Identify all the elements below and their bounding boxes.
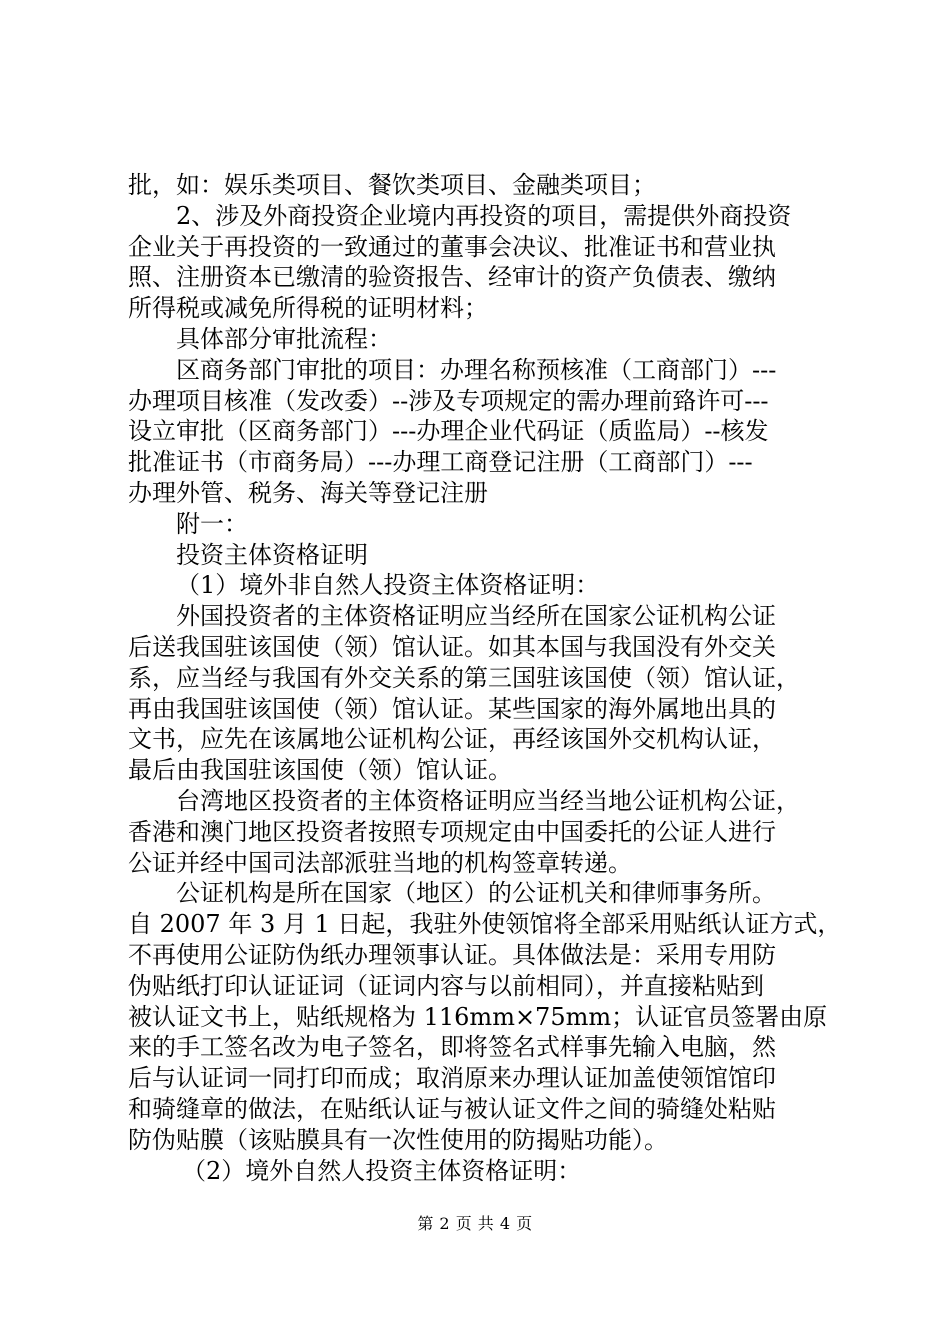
text-line: 区商务部门审批的项目：办理名称预核准（工商部门）---: [176, 355, 777, 384]
subsection-heading: （1）境外非自然人投资主体资格证明：: [176, 571, 600, 600]
text-line: 伪贴纸打印认证证词（证词内容与以前相同），并直接粘贴到: [128, 971, 764, 1000]
subsection-heading: （2）境外自然人投资主体资格证明：: [182, 1156, 582, 1185]
text-line: 后与认证词一同打印而成；取消原来办理认证加盖使领馆馆印: [128, 1064, 776, 1093]
text-line: 批准证书（市商务局）---办理工商登记注册（工商部门）---: [128, 448, 753, 477]
text-line: 后送我国驻该国使（领）馆认证。如其本国与我国没有外交关: [128, 632, 776, 661]
text-line: 最后由我国驻该国使（领）馆认证。: [128, 756, 512, 785]
text-line: 设立审批（区商务部门）---办理企业代码证（质监局）--核发: [128, 417, 769, 446]
text-line: 企业关于再投资的一致通过的董事会决议、批准证书和营业执: [128, 232, 776, 261]
text-line: 再由我国驻该国使（领）馆认证。某些国家的海外属地出具的: [128, 694, 776, 723]
page-footer: [0, 1214, 950, 1234]
section-heading: 具体部分审批流程：: [176, 324, 392, 353]
section-heading: 投资主体资格证明: [176, 540, 368, 569]
text-line: 所得税或减免所得税的证明材料；: [128, 294, 488, 323]
text-line: 2、涉及外商投资企业境内再投资的项目，需提供外商投资: [176, 201, 792, 230]
text-line: 自 2007 年 3 月 1 日起，我驻外使领馆将全部采用贴纸认证方式，: [128, 910, 842, 939]
text-line: 台湾地区投资者的主体资格证明应当经当地公证机构公证，: [176, 786, 800, 815]
text-line: 办理外管、税务、海关等登记注册: [128, 478, 488, 507]
page-number: 第 2 页 共 4 页: [417, 1214, 533, 1233]
text-line: 香港和澳门地区投资者按照专项规定由中国委托的公证人进行: [128, 817, 776, 846]
text-line: 被认证文书上，贴纸规格为 116mm×75mm；认证官员签署由原: [128, 1002, 828, 1031]
text-line: 系，应当经与我国有外交关系的第三国驻该国使（领）馆认证，: [128, 663, 800, 692]
section-heading: 附一：: [176, 509, 248, 538]
text-line: 公证机构是所在国家（地区）的公证机关和律师事务所。: [176, 879, 776, 908]
text-line: 外国投资者的主体资格证明应当经所在国家公证机构公证: [176, 602, 776, 631]
text-line: 公证并经中国司法部派驻当地的机构签章转递。: [128, 848, 632, 877]
text-line: 文书，应先在该属地公证机构公证，再经该国外交机构认证，: [128, 725, 776, 754]
text-line: 批，如：娱乐类项目、餐饮类项目、金融类项目；: [128, 171, 656, 199]
text-line: 不再使用公证防伪纸办理领事认证。具体做法是：采用专用防: [128, 940, 776, 969]
text-line: 来的手工签名改为电子签名，即将签名式样事先输入电脑，然: [128, 1033, 776, 1062]
document-body: [128, 170, 848, 1186]
text-line: 防伪贴膜（该贴膜具有一次性使用的防揭贴功能）。: [128, 1125, 668, 1154]
text-line: 和骑缝章的做法，在贴纸认证与被认证文件之间的骑缝处粘贴: [128, 1094, 776, 1123]
text-line: 办理项目核准（发改委）--涉及专项规定的需办理前臵许可---: [128, 386, 769, 415]
text-line: 照、注册资本已缴清的验资报告、经审计的资产负债表、缴纳: [128, 263, 776, 292]
